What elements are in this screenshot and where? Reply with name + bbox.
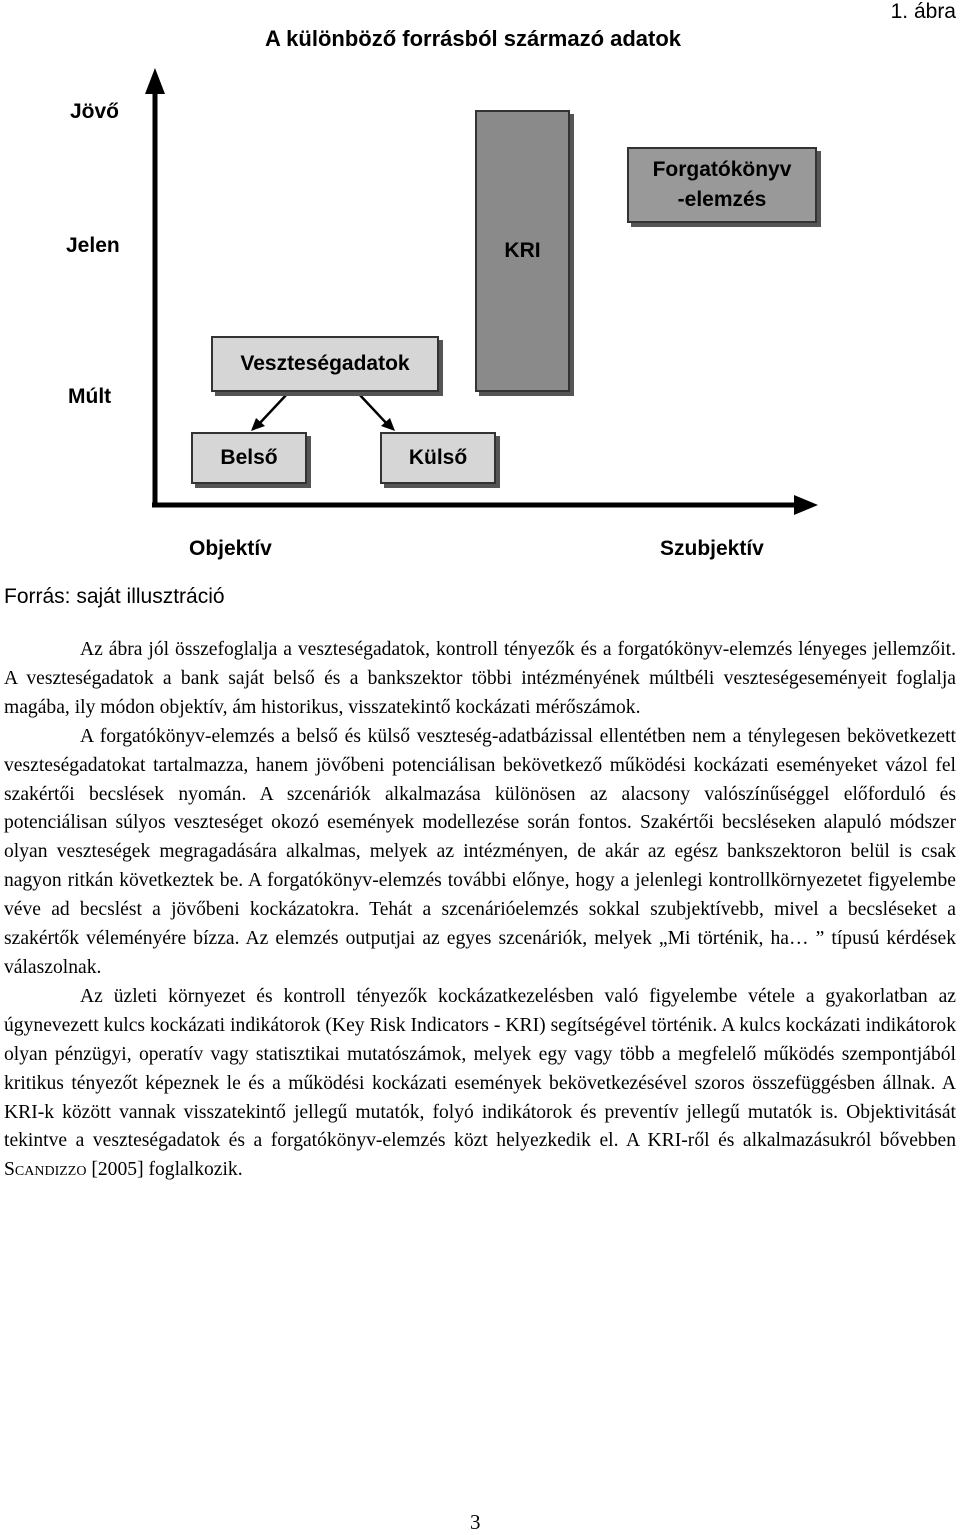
citation-author: Scandizzo <box>4 1159 87 1181</box>
kri-box <box>475 110 570 392</box>
figure-number: 1. ábra <box>890 0 956 23</box>
paragraph-3-end: [2005] foglalkozik. <box>86 1159 243 1181</box>
loss-data-box-label: Veszteségadatok <box>240 352 410 375</box>
paragraph-1: Az ábra jól összefoglalja a veszteségadatok, kontroll tényezők és a forgatókönyv-elemzés lényeges jellemzőit. A veszteségadatok a bank saját belső és a bankszektor többi intézményének múltbéli veszteségeseményeit foglalja magába, ily módon objektív, ám historikus, visszatekintő kockázati mérőszámok. <box>4 639 956 718</box>
y-axis-arrow-icon <box>145 68 165 94</box>
figure-title: A különböző forrásból származó adatok <box>265 26 682 51</box>
internal-box <box>191 432 307 484</box>
x-label-subjective: Szubjektív <box>660 537 764 560</box>
body-text <box>4 636 956 1185</box>
arrow-to-internal <box>258 393 288 425</box>
page-number: 3 <box>470 1510 481 1534</box>
figure-source: Forrás: saját illusztráció <box>4 585 225 608</box>
external-box <box>380 432 496 484</box>
paragraph-3-main: Az üzleti környezet és kontroll tényezők kockázatkezelésben való figyelembe vétele a gyakorlatban az úgynevezett kulcs kockázati indikátorok (Key Risk Indicators - KRI) segítségével történik. A kulcs kockázati indikátorok olyan pénzügyi, operatív vagy statisztikai mutatószámok, melyek egy vagy több a megfelelő működés szempontjából kritikus tényezőt képeznek le és a működési kockázati események bekövetkezésével szoros összefüggésben állnak. A KRI-k között vannak visszatekintő jellegű mutatók, folyó indikátorok és preventív jellegű mutatók is. Objektivitását tekintve a veszteségadatok és a forgatókönyv-elemzés közt helyezkedik el. A KRI-ről és alkalmazásukról bővebben <box>4 985 956 1152</box>
scenario-analysis-box <box>627 147 817 223</box>
x-axis-arrow-icon <box>794 495 818 515</box>
y-label-present: Jelen <box>66 234 120 257</box>
internal-box-label: Belső <box>220 446 278 469</box>
loss-data-box <box>211 336 439 392</box>
kri-box-label: KRI <box>504 239 541 262</box>
y-label-past: Múlt <box>68 385 112 408</box>
paragraph-3 <box>4 983 956 1185</box>
external-box-label: Külső <box>408 446 468 469</box>
scenario-box-line1: Forgatókönyv <box>652 158 792 181</box>
arrow-to-external <box>358 393 388 425</box>
paragraph-2: A forgatókönyv-elemzés a belső és külső veszteség-adatbázissal ellentétben nem a ténylegesen bekövetkezett veszteségadatokat tartalmazza, hanem jövőbeni potenciálisan bekövetkező működési kockázati eseményeket vázol fel szakértői becslések nyomán. A szcenáriók alkalmazása különösen az alacsony valószínűséggel előforduló és potenciálisan súlyos veszteséget okozó események modellezése során fontos. Szakértői becsléseken alapuló módszer olyan veszteségek megragadására alkalmas, melyek az intézményen, de akár az egész bankszektoron belül is csak nagyon ritkán következtek be. A forgatókönyv-elemzés további előnye, hogy a jelenlegi kontrollkörnyezetet figyelembe véve ad becslést a jövőbeni kockázatokra. Tehát a szcenárióelemzés sokkal szubjektívebb, mivel a becsléseket a szakértők véleményére bízza. Az elemzés outputjai az egyes szcenáriók, melyek „Mi történik, ha… ” típusú kérdések válaszolnak. <box>4 725 956 978</box>
y-label-future: Jövő <box>70 100 120 123</box>
scenario-box-line2: -elemzés <box>677 188 767 211</box>
x-label-objective: Objektív <box>189 537 272 560</box>
